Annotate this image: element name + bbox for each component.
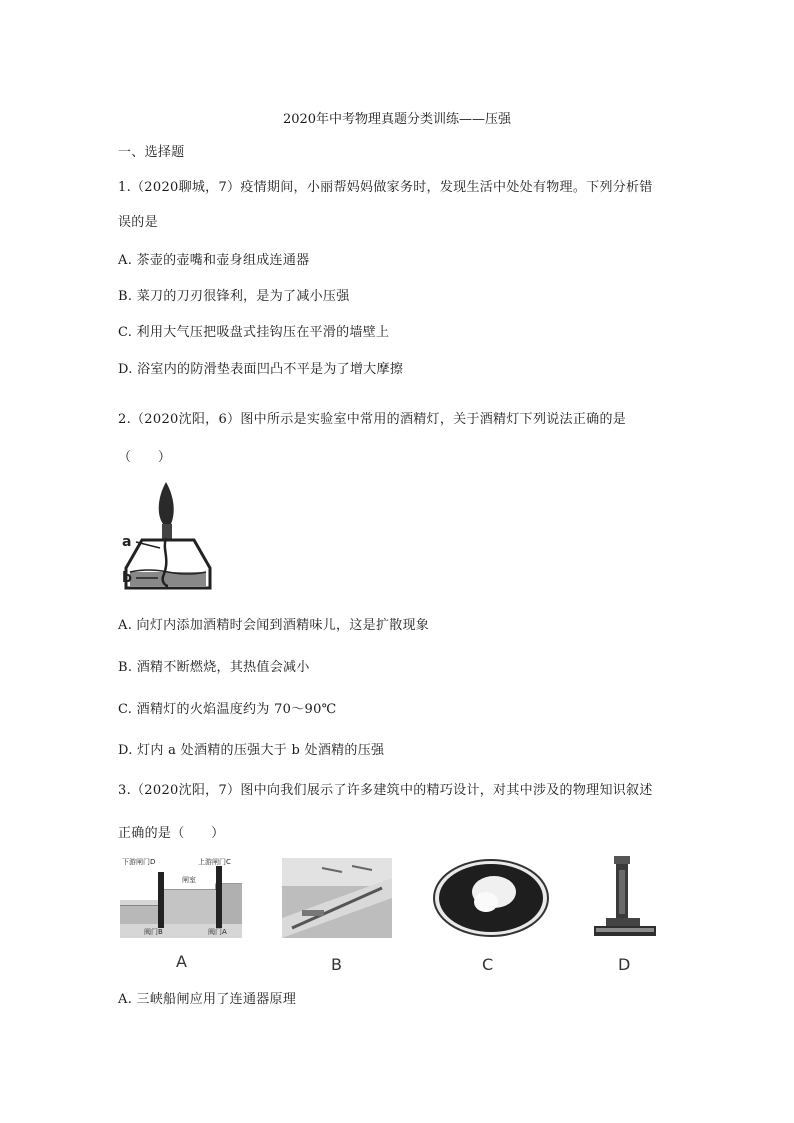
q2-stem-line1: 2.（2020沈阳，6）图中所示是实验室中常用的酒精灯，关于酒精灯下列说法正确的是 bbox=[118, 412, 627, 427]
q3-stem-line1: 3.（2020沈阳，7）图中向我们展示了许多建筑中的精巧设计，对其中涉及的物理知识叙述 bbox=[118, 783, 653, 798]
figure-c-dome bbox=[432, 856, 550, 940]
section-heading: 一、选择题 bbox=[118, 145, 185, 160]
figure-b-label: B bbox=[331, 955, 342, 974]
q2-option-a: A. 向灯内添加酒精时会闻到酒精味儿，这是扩散现象 bbox=[118, 618, 430, 633]
q1-option-a: A. 茶壶的壶嘴和壶身组成连通器 bbox=[118, 253, 310, 268]
text-lower-gate: 下游闸门D bbox=[122, 858, 156, 866]
figure-c-label: C bbox=[482, 955, 494, 974]
text-valve-b: 阀门B bbox=[144, 928, 163, 936]
wick-holder bbox=[162, 524, 172, 540]
figure-d-label: D bbox=[618, 955, 631, 974]
text-valve-a: 阀门A bbox=[208, 928, 227, 936]
q1-stem-line1: 1.（2020聊城，7）疫情期间，小丽帮妈妈做家务时，发现生活中处处有物理。下列分析错 bbox=[118, 180, 653, 195]
text-upper-gate: 上游闸门C bbox=[198, 858, 231, 866]
q1-option-d: D. 浴室内的防滑垫表面凹凸不平是为了增大摩擦 bbox=[118, 362, 404, 377]
figure-a-label: A bbox=[176, 952, 187, 971]
q1-stem-line2: 误的是 bbox=[118, 215, 158, 230]
q3-stem-line2: 正确的是（ ） bbox=[118, 826, 225, 841]
lower-gate bbox=[158, 872, 164, 928]
q2-option-d: D. 灯内 a 处酒精的压强大于 b 处酒精的压强 bbox=[118, 743, 385, 758]
ship-lock-figure bbox=[120, 854, 242, 938]
flame-shape bbox=[159, 482, 174, 524]
q2-option-c: C. 酒精灯的火焰温度约为 70～90℃ bbox=[118, 702, 337, 717]
figure-b-photo bbox=[282, 858, 392, 938]
q2-option-b: B. 酒精不断燃烧，其热值会减小 bbox=[118, 660, 310, 675]
page-title: 2020年中考物理真题分类训练——压强 bbox=[282, 112, 512, 127]
q3-option-a: A. 三峡船闸应用了连通器原理 bbox=[118, 992, 297, 1007]
label-a: a bbox=[122, 534, 132, 550]
q1-option-b: B. 菜刀的刀刃很锋利，是为了减小压强 bbox=[118, 289, 350, 304]
text-lock-chamber: 闸室 bbox=[182, 876, 196, 884]
label-b: b bbox=[122, 570, 133, 586]
alcohol-lamp-figure bbox=[118, 478, 218, 596]
q2-stem-line2: （ ） bbox=[118, 450, 172, 465]
q1-option-c: C. 利用大气压把吸盘式挂钩压在平滑的墙壁上 bbox=[118, 325, 390, 340]
upper-gate bbox=[216, 866, 222, 928]
figure-d-monument bbox=[590, 852, 662, 942]
